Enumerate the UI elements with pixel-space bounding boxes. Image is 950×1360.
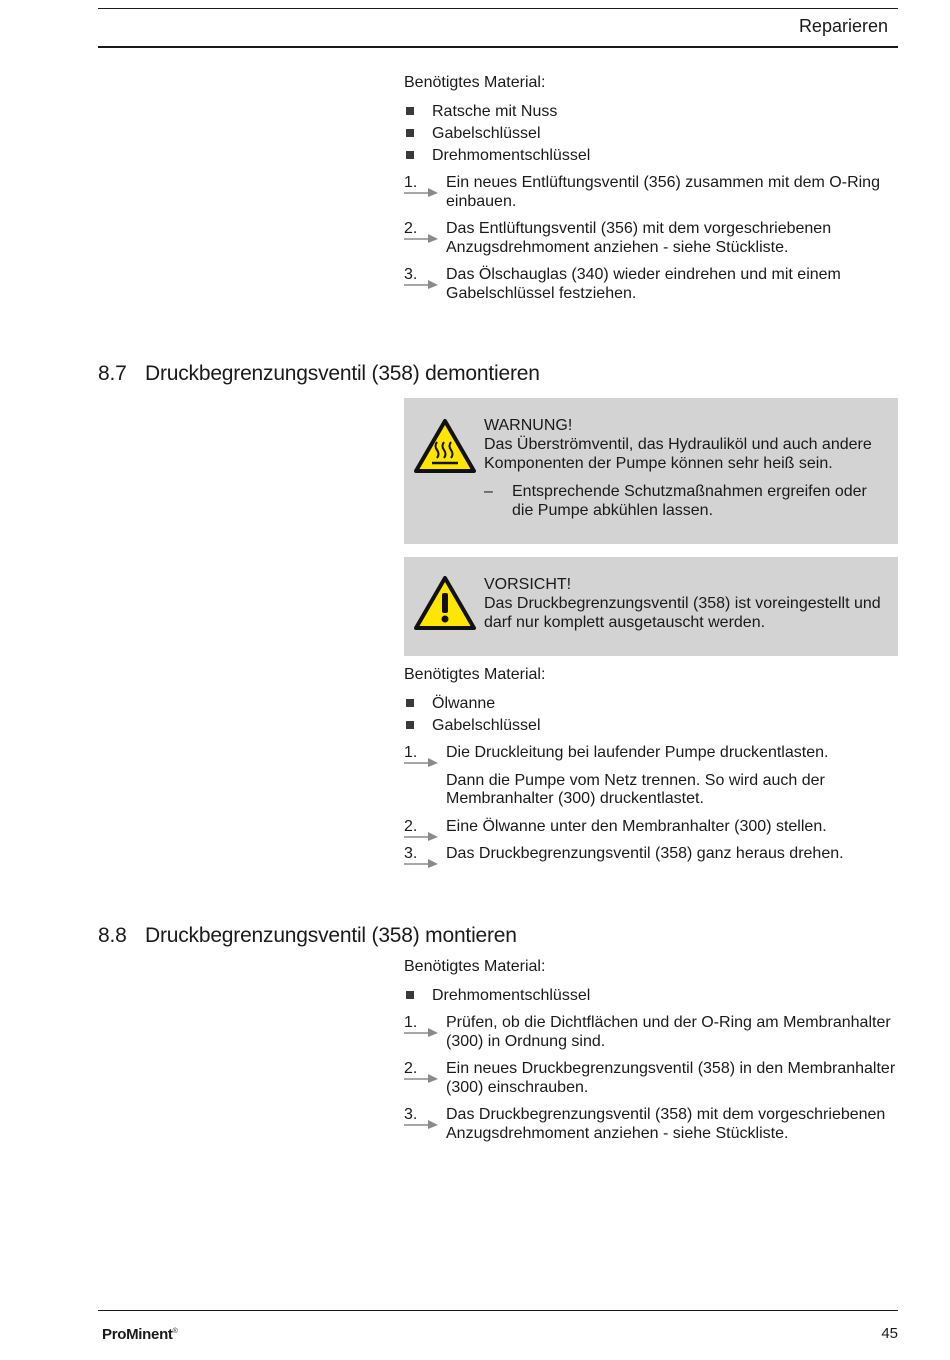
step-number: 3.: [404, 1106, 418, 1123]
step-number: 3.: [404, 845, 418, 862]
step-arrow-icon: [404, 1119, 438, 1129]
material-list: [404, 102, 898, 168]
step-text: Das Druckbegrenzungsventil (358) mit dem vorgeschriebenen Anzugsdrehmoment anziehen - siehe Stückliste.: [446, 1106, 886, 1142]
bullet-square-icon: [406, 151, 414, 159]
header-bottom-rule: [98, 46, 898, 48]
list-item: Gabelschlüssel: [404, 716, 898, 738]
step-arrow-icon: [404, 187, 438, 197]
bullet-square-icon: [406, 129, 414, 137]
step-item: [404, 1014, 898, 1051]
section-title: Druckbegrenzungsventil (358) demontieren: [145, 362, 540, 385]
section-number: 8.8: [98, 924, 127, 947]
step-text: Das Ölschauglas (340) wieder eindrehen und mit einem Gabelschlüssel festziehen.: [446, 266, 841, 302]
material-list: [404, 986, 898, 1008]
material-label: Benötigtes Material:: [404, 74, 546, 91]
step-arrow-icon: [404, 858, 438, 868]
step-arrow-icon: [404, 831, 438, 841]
footer-rule: [98, 1310, 898, 1311]
step-list: [404, 744, 898, 864]
material-label: Benötigtes Material:: [404, 666, 546, 683]
step-continuation-text: Dann die Pumpe vom Netz trennen. So wird auch der Membranhalter (300) druckentlastet.: [446, 771, 825, 807]
step-list: [404, 174, 898, 303]
step-arrow-icon: [404, 757, 438, 767]
header-top-rule: [98, 8, 898, 9]
step-number: 1.: [404, 1014, 418, 1031]
step-number: 2.: [404, 1060, 418, 1077]
step-arrow-icon: [404, 1027, 438, 1037]
step-item: [404, 1060, 898, 1097]
chapter-title: Reparieren: [798, 16, 888, 36]
step-number: 2.: [404, 220, 418, 237]
block-8-7: [404, 665, 898, 873]
material-list: [404, 694, 898, 738]
step-arrow-icon: [404, 279, 438, 289]
section-number: 8.7: [98, 362, 127, 385]
hot-surface-warning-icon: [413, 418, 477, 474]
step-item: [404, 220, 898, 257]
step-item: [404, 1106, 898, 1143]
caution-text: Das Druckbegrenzungsventil (358) ist voreingestellt und darf nur komplett ausgetauscht werden.: [484, 595, 881, 631]
step-item: [404, 266, 898, 303]
warning-notice: [404, 398, 898, 544]
list-item: Ratsche mit Nuss: [404, 102, 898, 124]
prominent-logo: ProMinent®: [102, 1326, 178, 1343]
step-arrow-icon: [404, 1073, 438, 1083]
step-number: 3.: [404, 266, 418, 283]
block-8-8: [404, 957, 898, 1152]
material-label: Benötigtes Material:: [404, 958, 546, 975]
step-text: Die Druckleitung bei laufender Pumpe druckentlasten.: [446, 744, 829, 761]
step-text: Eine Ölwanne unter den Membranhalter (300) stellen.: [446, 817, 827, 835]
warning-measure: [484, 482, 888, 520]
list-item: Drehmomentschlüssel: [404, 146, 898, 168]
list-item: Gabelschlüssel: [404, 124, 898, 146]
warning-text: Das Überströmventil, das Hydrauliköl und auch andere Komponenten der Pumpe können sehr heiß sein.: [484, 436, 872, 472]
step-text: Ein neues Druckbegrenzungsventil (358) in den Membranhalter (300) einschrauben.: [446, 1060, 896, 1096]
section-heading-8-8: [98, 924, 517, 948]
step-arrow-icon: [404, 233, 438, 243]
registered-mark: ®: [172, 1328, 178, 1335]
caution-body: [484, 575, 888, 632]
bullet-square-icon: [406, 991, 414, 999]
step-item: [404, 174, 898, 211]
caution-title: VORSICHT!: [484, 576, 572, 593]
step-item: [404, 818, 898, 837]
step-item: [404, 744, 898, 809]
warning-body: [484, 416, 888, 520]
block1: [404, 73, 898, 312]
step-text: Ein neues Entlüftungsventil (356) zusammen mit dem O-Ring einbauen.: [446, 174, 880, 210]
warning-title: WARNUNG!: [484, 417, 573, 434]
step-text: Das Entlüftungsventil (356) mit dem vorgeschriebenen Anzugsdrehmoment anziehen - siehe Stückliste.: [446, 220, 832, 256]
section-heading-8-7: [98, 362, 540, 386]
step-list: [404, 1014, 898, 1143]
dash-bullet: –: [484, 483, 493, 500]
step-item: [404, 845, 898, 864]
caution-notice: [404, 557, 898, 656]
bullet-square-icon: [406, 699, 414, 707]
page-number: 45: [881, 1325, 898, 1342]
bullet-square-icon: [406, 107, 414, 115]
exclamation-warning-icon: [413, 575, 477, 631]
warning-measure-text: Entsprechende Schutzmaßnahmen ergreifen oder die Pumpe abkühlen lassen.: [512, 483, 867, 519]
step-number: 2.: [404, 817, 418, 835]
list-item: Ölwanne: [404, 694, 898, 716]
step-number: 1.: [404, 174, 418, 191]
section-title: Druckbegrenzungsventil (358) montieren: [145, 924, 517, 947]
step-text: Prüfen, ob die Dichtflächen und der O-Ring am Membranhalter (300) in Ordnung sind.: [446, 1014, 891, 1050]
bullet-square-icon: [406, 721, 414, 729]
step-text: Das Druckbegrenzungsventil (358) ganz heraus drehen.: [446, 845, 844, 862]
step-number: 1.: [404, 744, 418, 761]
list-item: Drehmomentschlüssel: [404, 986, 898, 1008]
